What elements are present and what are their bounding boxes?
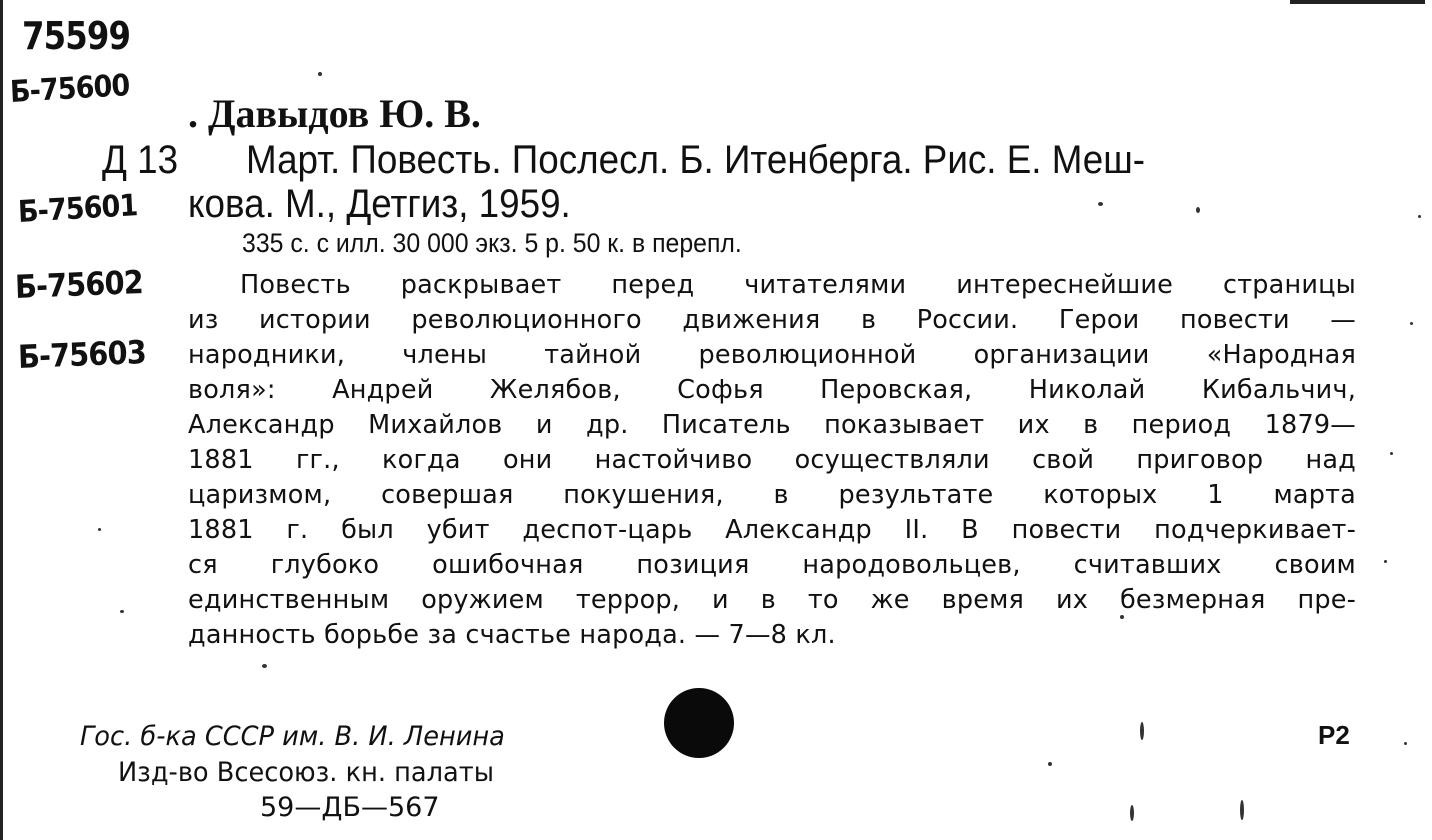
abstract-line: 1881 г. был убит деспот-царь Александр II. В повести подчеркивает- [188,515,1356,545]
card-number: 59—ДБ—567 [260,792,440,823]
scan-speck [1410,322,1413,325]
imprint-line: 335 с. с илл. 30 000 экз. 5 р. 50 к. в перепл. [242,228,742,258]
publisher-line: Изд-во Всесоюз. кн. палаты [118,757,494,788]
scan-speck [1130,805,1134,821]
library-name: Гос. б-ка СССР им. В. И. Ленина [80,721,505,752]
abstract-line: царизмом, совершая покушения, в результате которых 1 марта [188,480,1356,510]
title-line-1: Март. Повесть. Послесл. Б. Итенберга. Рис. Е. Меш- [246,138,1146,182]
scan-speck [1240,800,1244,820]
punch-hole-dot [664,688,734,758]
abstract-line: 1881 гг., когда они настойчиво осуществляли свой приговор над [188,445,1356,475]
author-heading: . Давыдов Ю. В. [188,91,481,136]
top-border-line [1290,0,1425,4]
abstract-line: единственным оружием террор, и в то же время их безмерная пре- [188,585,1356,615]
scan-speck [1404,742,1407,745]
handwritten-inventory-1: 75599 [22,14,131,58]
scan-speck [318,72,322,76]
abstract-line: народники, члены тайной революционной организации «Народная [188,340,1356,370]
scan-speck [1384,560,1387,563]
abstract-line: ся глубоко ошибочная позиция народовольцев, считавших своим [188,550,1356,580]
abstract [188,268,1356,653]
scan-speck [1098,202,1103,206]
handwritten-inventory-5: Б-75603 [17,333,147,376]
scan-speck [1390,452,1393,455]
abstract-line: данность борьбе за счастье народа. — 7—8 кл. [188,620,836,650]
title-line-2: кова. М., Детгиз, 1959. [188,182,571,226]
left-border-line [0,0,3,840]
call-number: Д 13 [102,138,179,182]
abstract-line: Повесть раскрывает перед читателями интереснейшие страницы [240,270,1356,300]
handwritten-inventory-2: Б-75600 [9,68,131,110]
scan-speck [1120,615,1124,619]
abstract-line: Александр Михайлов и др. Писатель показывает их в период 1879— [188,410,1356,440]
scan-speck [98,528,101,531]
abstract-line: из истории революционного движения в России. Герои повести — [188,305,1356,335]
handwritten-inventory-3: Б-75601 [17,188,139,230]
scan-speck [120,610,124,613]
scan-speck [262,664,267,668]
scan-speck [1418,215,1421,218]
handwritten-inventory-4: Б-75602 [14,263,144,306]
classification-code: Р2 [1318,720,1350,750]
scan-speck [1140,722,1144,740]
scan-speck [1048,762,1052,766]
abstract-line: воля»: Андрей Желябов, Софья Перовская, Николай Кибальчич, [188,375,1356,405]
scan-speck [1196,207,1200,213]
